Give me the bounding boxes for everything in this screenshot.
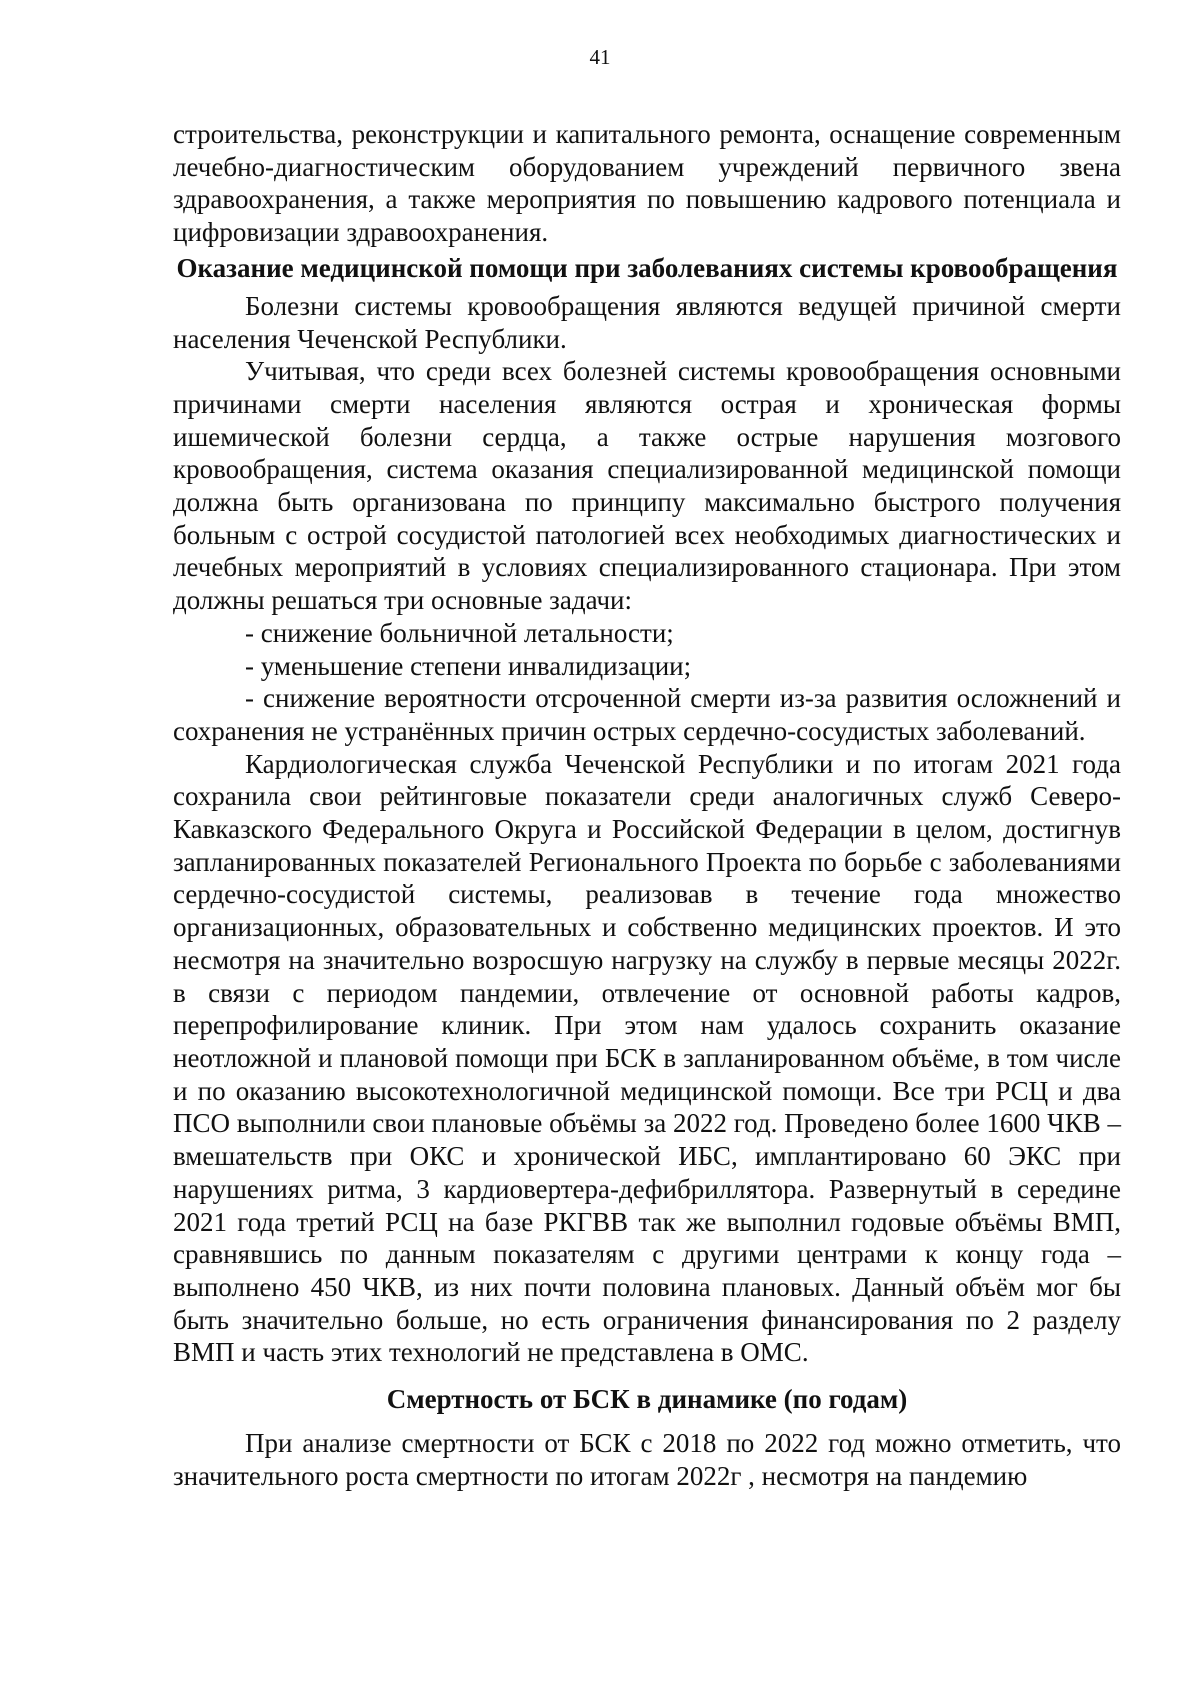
page-number: 41: [589, 45, 611, 69]
list-item-delayed-death: - снижение вероятности отсроченной смерти из-за развития осложнений и сохранения не устранённых причин острых сердечно-сосудистых заболеваний.: [173, 683, 1121, 746]
section-heading-mortality-dynamics: Смертность от БСК в динамике (по годам): [386, 1384, 908, 1415]
list-item-mortality: - снижение больничной летальности;: [245, 617, 674, 648]
paragraph-continuation: строительства, реконструкции и капитального ремонта, оснащение современным лечебно-диагностическим оборудованием учреждений первичного звена здравоохранения, а также мероприятия по повышению кадрового потенциала и цифровизации здравоохранения.: [173, 119, 1121, 248]
paragraph-mortality-analysis: При анализе смертности от БСК с 2018 по 2022 год можно отметить, что значительного роста смертности по итогам 2022г , несмотря на пандемию: [173, 1428, 1121, 1491]
paragraph-leading-cause: Болезни системы кровообращения являются ведущей причиной смерти населения Чеченской Республики.: [173, 290, 1121, 354]
list-item-disability: - уменьшение степени инвалидизации;: [245, 650, 692, 681]
paragraph-care-organization: Учитывая, что среди всех болезней системы кровообращения основными причинами смерти населения являются острая и хроническая формы ишемической болезни сердца, а также острые нарушения мозгового кровообращения, система оказания специализированной медицинской помощи должна быть организована по принципу максимально быстрого получения больным с острой сосудистой патологией всех необходимых диагностических и лечебных мероприятий в условиях специализированного стационара. При этом должны решаться три основные задачи:: [173, 356, 1121, 616]
section-heading-circulatory: Оказание медицинской помощи при заболеваниях системы кровообращения: [176, 252, 1118, 283]
page-content: [173, 118, 1121, 1492]
paragraph-cardiology-service: Кардиологическая служба Чеченской Республики и по итогам 2021 года сохранила свои рейтинговые показатели среди аналогичных служб Северо-Кавказского Федерального Округа и Российской Федерации в целом, достигнув запланированных показателей Регионального Проекта по борьбе с заболеваниями сердечно-сосудистой системы, реализовав в течение года множество организационных, образовательных и собственно медицинских проектов. И это несмотря на значительно возросшую нагрузку на службу в первые месяцы 2022г. в связи с периодом пандемии, отвлечение от основной работы кадров, перепрофилирование клиник. При этом нам удалось сохранить оказание неотложной и плановой помощи при БСК в запланированном объёме, в том числе и по оказанию высокотехнологичной медицинской помощи. Все три РСЦ и два ПСО выполнили свои плановые объёмы за 2022 год. Проведено более 1600 ЧКВ –вмешательств при ОКС и хронической ИБС, имплантировано 60 ЭКС при нарушениях ритма, 3 кардиовертера-дефибриллятора. Развернутый в середине 2021 года третий РСЦ на базе РКГВВ так же выполнил годовые объёмы ВМП, сравнявшись по данным показателям с другими центрами к концу года – выполнено 450 ЧКВ, из них почти половина плановых. Данный объём мог бы быть значительно больше, но есть ограничения финансирования по 2 разделу ВМП и часть этих технологий не представлена в ОМС.: [173, 748, 1121, 1368]
